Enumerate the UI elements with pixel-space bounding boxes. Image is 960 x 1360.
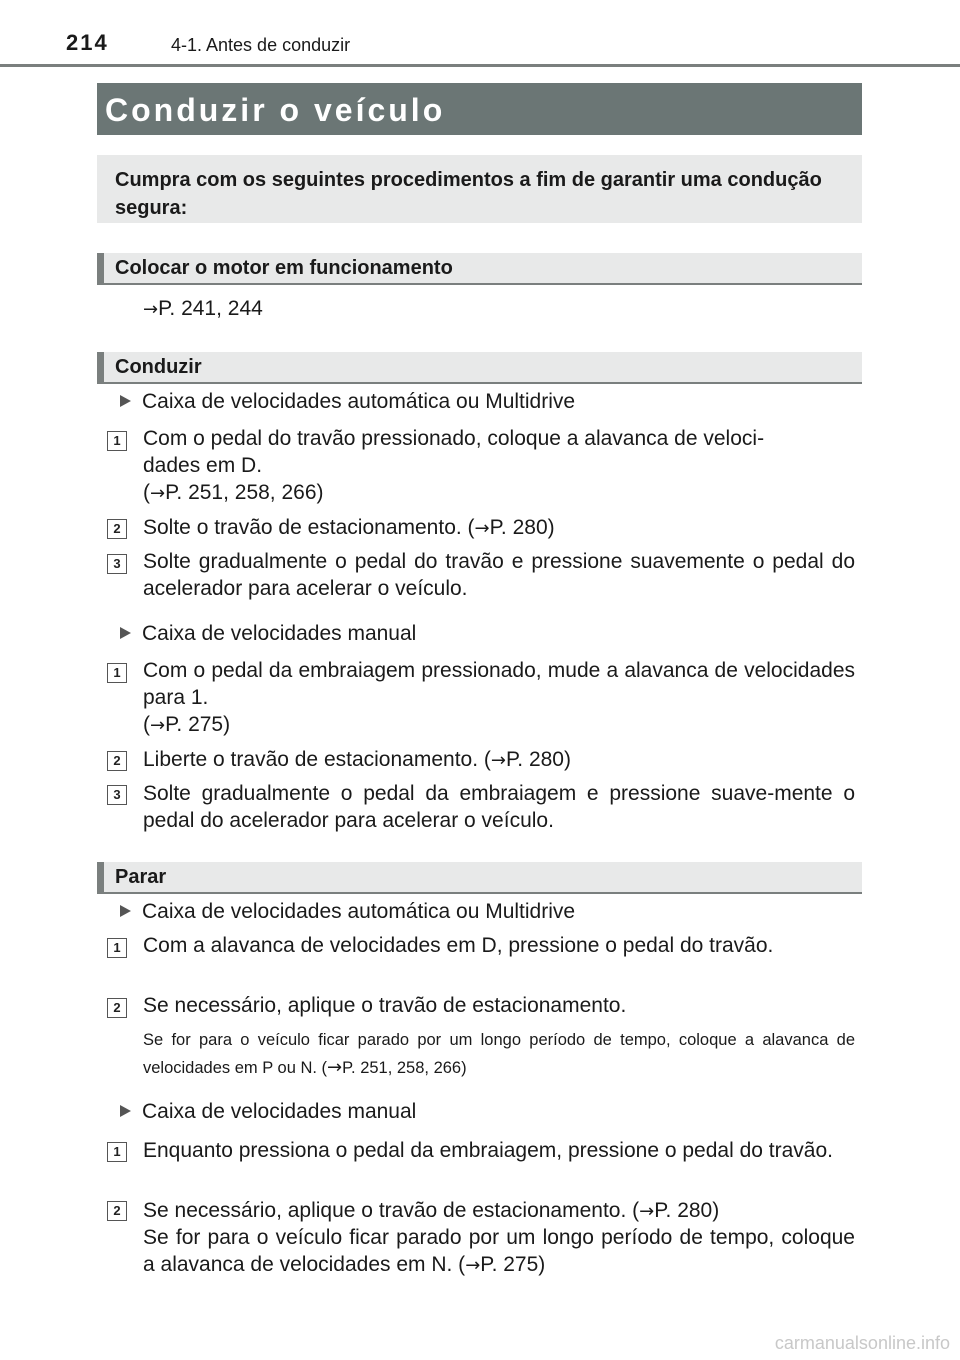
section-heading-drive: [97, 352, 862, 384]
arrow-icon: →: [327, 1057, 343, 1078]
page-reference-link[interactable]: P. 251, 258, 266): [342, 1059, 467, 1077]
step-text: Se necessário, aplique o travão de estacionamento. (: [143, 1199, 640, 1222]
arrow-icon: →: [639, 1201, 655, 1222]
subheading-label: Caixa de velocidades automática ou Multidrive: [142, 900, 576, 923]
stop-auto-step1: Com a alavanca de velocidades em D, pressione o pedal do travão.: [143, 934, 774, 957]
arrow-icon: →: [143, 299, 159, 320]
title-bar: [97, 83, 862, 135]
section-heading-stop: [97, 862, 862, 894]
start-engine-reference: [143, 295, 263, 323]
drive-manual-step3: Solte gradualmente o pedal da embraiagem e pressione suave-mente o pedal do acelerador para acelerar o veículo.: [143, 782, 855, 832]
step-text: Se for para o veículo ficar parado por um longo período de tempo, coloque a alavanca de velocidades em N. (: [143, 1226, 855, 1276]
page-reference-link[interactable]: P. 280): [505, 748, 571, 771]
drive-auto-step2: [143, 514, 555, 542]
stop-auto-note: [143, 1027, 855, 1082]
section-heading-label: Parar: [115, 866, 167, 888]
subheading-manual: [120, 620, 416, 647]
subheading-label: Caixa de velocidades automática ou Multidrive: [142, 390, 576, 413]
step-number-badge: 2: [107, 751, 127, 771]
stop-auto-step2: Se necessário, aplique o travão de estacionamento.: [143, 994, 627, 1017]
step-number-badge: 3: [107, 785, 127, 805]
step-number-badge: 2: [107, 998, 127, 1018]
subheading-label: Caixa de velocidades manual: [142, 1100, 417, 1123]
section-heading-label: Conduzir: [115, 356, 202, 378]
subheading-automatic: [120, 388, 575, 415]
page-reference-link[interactable]: P. 280): [654, 1199, 720, 1222]
stop-manual-step2-line1: [143, 1197, 719, 1225]
intro-text: Cumpra com os seguintes procedimentos a fim de garantir uma condução segura:: [115, 169, 822, 219]
step-number-badge: 1: [107, 663, 127, 683]
triangle-bullet-icon: [120, 905, 131, 917]
subheading-manual: [120, 1098, 416, 1125]
drive-manual-step1-ref: (→P. 275): [143, 713, 231, 736]
header-divider: [0, 64, 960, 67]
running-head: 4-1. Antes de conduzir: [171, 35, 351, 55]
subheading-label: Caixa de velocidades manual: [142, 622, 417, 645]
arrow-icon: →: [150, 483, 166, 504]
drive-manual-step2: [143, 746, 571, 774]
arrow-icon: →: [474, 518, 490, 539]
page-title: Conduzir o veículo: [105, 92, 446, 128]
step-number-badge: 2: [107, 519, 127, 539]
drive-auto-step1-line1: Com o pedal do travão pressionado, coloque a alavanca de veloci-: [143, 427, 765, 450]
drive-auto-step3: Solte gradualmente o pedal do travão e pressione suavemente o pedal do acelerador para acelerar o veículo.: [143, 550, 855, 600]
watermark: carmanualsonline.info: [774, 1333, 950, 1353]
arrow-icon: →: [465, 1255, 481, 1276]
page-reference-link[interactable]: P. 275): [165, 713, 231, 736]
step-number-badge: 1: [107, 938, 127, 958]
drive-manual-step1: Com o pedal da embraiagem pressionado, mude a alavanca de velocidades para 1.: [143, 659, 855, 709]
triangle-bullet-icon: [120, 627, 131, 639]
note-text: Se for para o veículo ficar parado por um longo período de tempo, coloque a alavanca de velocidades em P ou N. (: [143, 1031, 855, 1077]
step-text: Liberte o travão de estacionamento. (: [143, 748, 491, 771]
page-reference-link[interactable]: P. 275): [480, 1253, 546, 1276]
step-number-badge: 2: [107, 1201, 127, 1221]
step-text: Solte o travão de estacionamento. (: [143, 516, 475, 539]
page-header: [0, 0, 960, 68]
stop-manual-step1: Enquanto pressiona o pedal da embraiagem, pressione o pedal do travão.: [143, 1139, 833, 1162]
subheading-automatic: [120, 898, 575, 925]
triangle-bullet-icon: [120, 1105, 131, 1117]
drive-auto-step1-line2: dades em D.: [143, 454, 263, 477]
page-number: 214: [66, 30, 109, 55]
intro-box: [97, 155, 862, 223]
triangle-bullet-icon: [120, 395, 131, 407]
page-reference-link[interactable]: P. 241, 244: [158, 297, 263, 320]
section-heading-start-engine: [97, 253, 862, 285]
arrow-icon: →: [150, 715, 166, 736]
step-number-badge: 3: [107, 554, 127, 574]
step-number-badge: 1: [107, 1142, 127, 1162]
step-number-badge: 1: [107, 431, 127, 451]
arrow-icon: →: [490, 750, 506, 771]
stop-manual-step2-body: [143, 1224, 855, 1279]
section-heading-label: Colocar o motor em funcionamento: [115, 257, 453, 279]
page-reference-link[interactable]: P. 251, 258, 266): [165, 481, 324, 504]
drive-auto-step1-ref: (→P. 251, 258, 266): [143, 481, 324, 504]
page-reference-link[interactable]: P. 280): [489, 516, 555, 539]
